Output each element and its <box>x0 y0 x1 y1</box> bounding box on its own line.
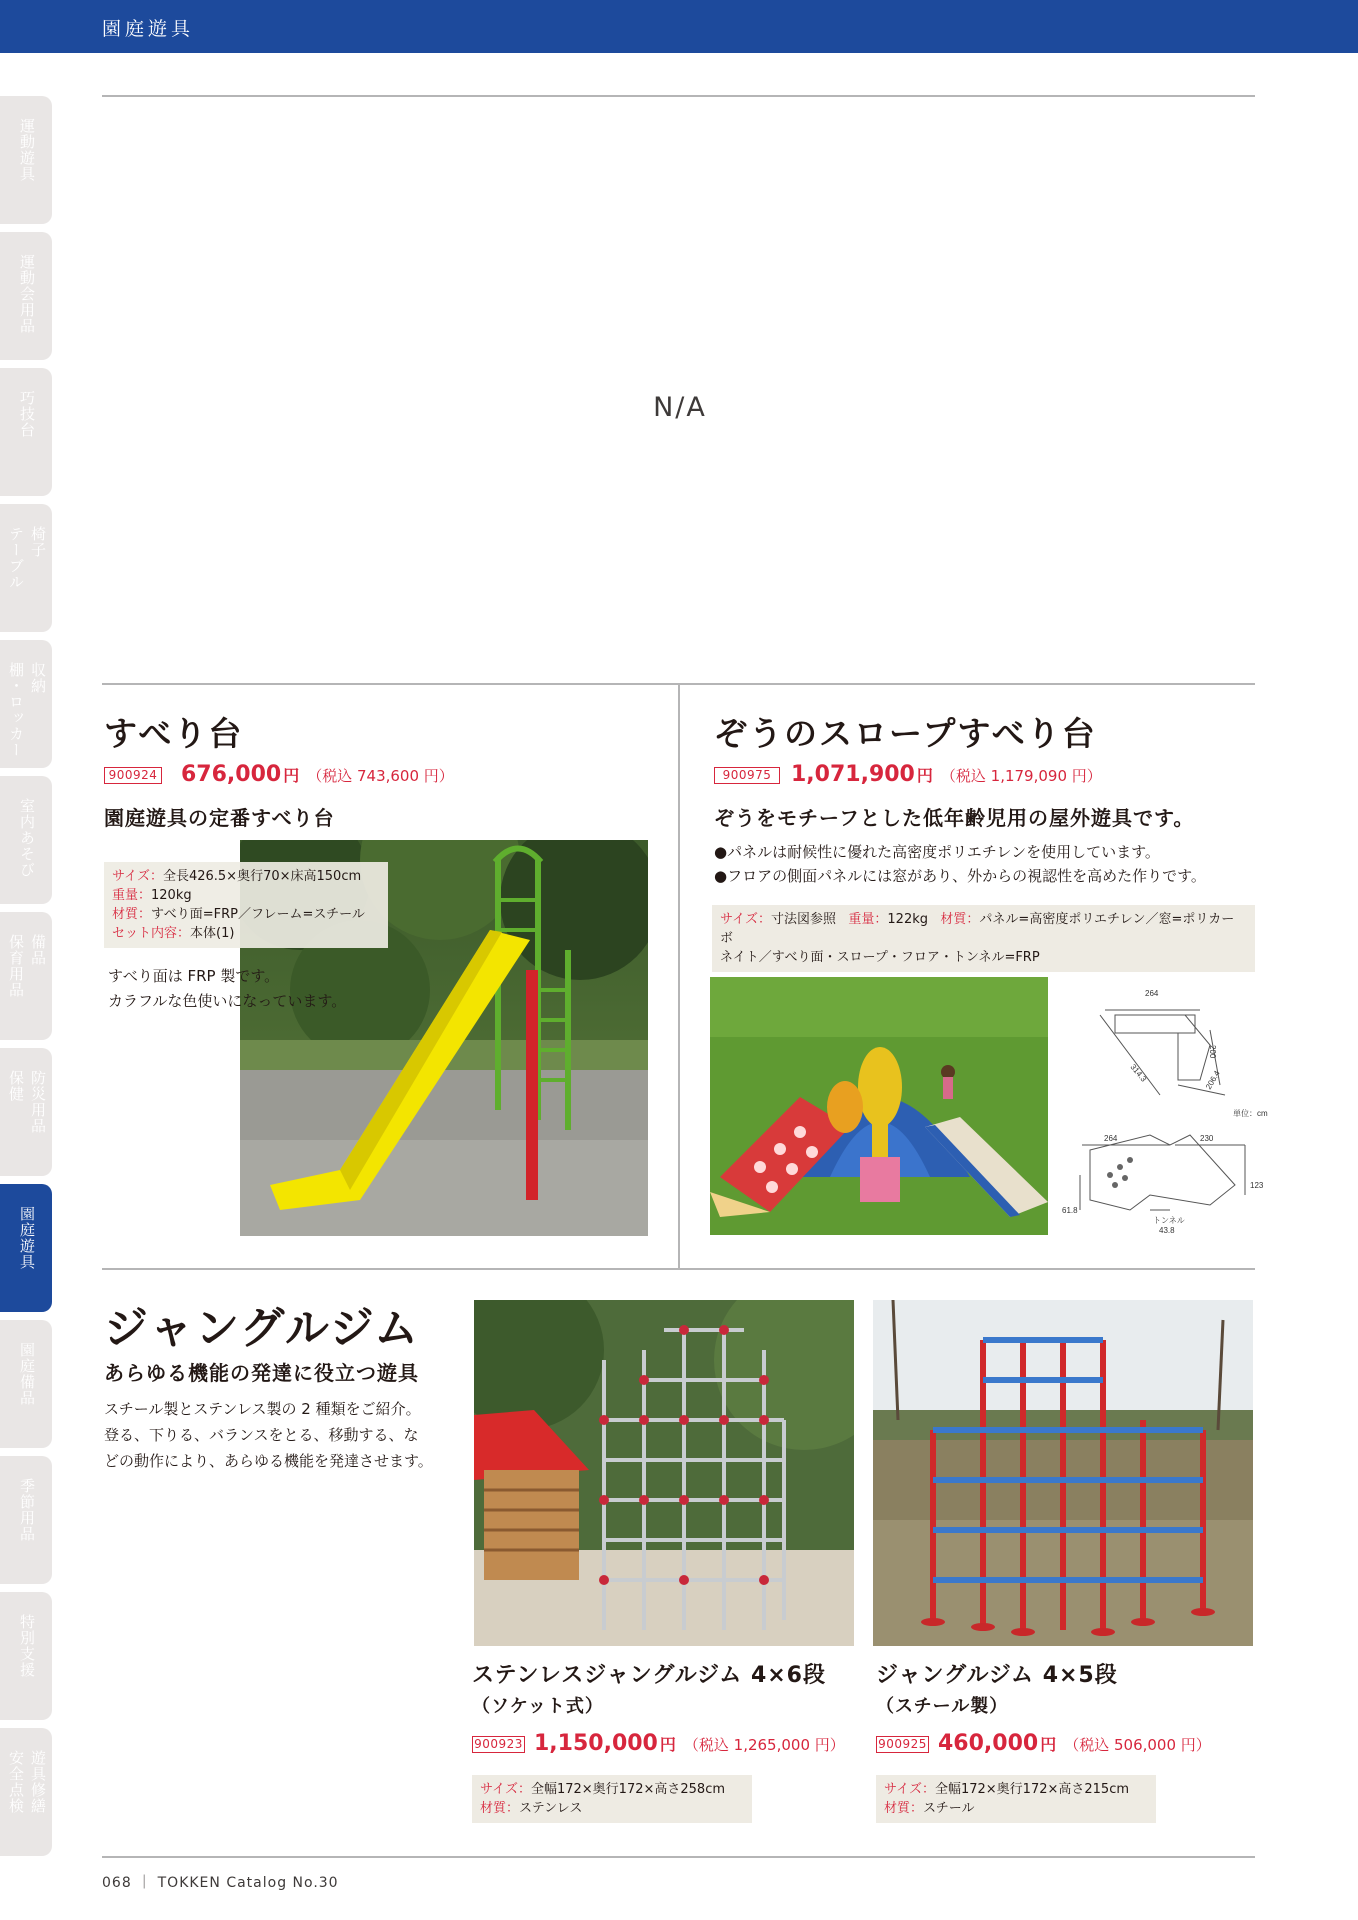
price-value: 460,000 <box>938 1731 1039 1756</box>
spec-value: 120kg <box>151 888 192 903</box>
section-divider <box>102 1268 1255 1270</box>
bullet-line: ●フロアの側面パネルには窓があり、外からの視認性を高めた作りです。 <box>714 867 1206 885</box>
section-subtitle: あらゆる機能の発達に役立つ遊具 <box>104 1361 419 1385</box>
dimension-label: 264 <box>1104 1134 1118 1143</box>
sidebar-tab-label: 収納 <box>29 662 47 694</box>
product-title: ぞうのスロープすべり台 <box>714 714 1097 753</box>
sidebar-tab-label: 季節用品 <box>18 1478 36 1542</box>
description-line: 登る、下りる、バランスをとる、移動する、な <box>104 1426 419 1444</box>
image-placeholder: N/A <box>653 392 707 423</box>
price-value: 1,150,000 <box>534 1731 658 1756</box>
product-bullets <box>714 840 1206 888</box>
sidebar-tab[interactable] <box>0 368 52 496</box>
sidebar-tab[interactable] <box>0 1728 52 1856</box>
dimension-label: 61.8 <box>1062 1206 1078 1215</box>
spec-value: ネイト／すべり面・スロープ・フロア・トンネル=FRP <box>720 950 1040 965</box>
spec-value: ステンレス <box>519 1801 583 1816</box>
product-code: 900975 <box>714 767 780 784</box>
spec-key: 材質： <box>940 912 980 927</box>
sidebar-tab-label: テーブル <box>7 526 25 590</box>
spec-value: スチール <box>923 1801 975 1816</box>
sidebar-tab[interactable] <box>0 1592 52 1720</box>
spec-key: 材質： <box>480 1801 520 1816</box>
sidebar-tab-label: 巧技台 <box>18 390 36 438</box>
sidebar-tab-label: 安全点検 <box>7 1750 25 1814</box>
spec-value: パネル=高密度ポリエチレン／窓=ポリカーボ <box>720 912 1235 946</box>
sidebar-tab-label: 椅子 <box>29 526 47 558</box>
product-type: （スチール製） <box>876 1696 1009 1717</box>
description-line: カラフルな色使いになっています。 <box>108 992 347 1010</box>
product-spec-box <box>472 1775 752 1823</box>
price-tax: （税込 1,265,000 円） <box>683 1736 845 1754</box>
price-yen: 円 <box>1040 1735 1057 1754</box>
product-code: 900923 <box>472 1736 525 1753</box>
top-divider <box>102 95 1255 97</box>
price-yen: 円 <box>659 1735 676 1754</box>
sidebar-tab-label: 園庭備品 <box>18 1342 36 1406</box>
price-yen: 円 <box>916 766 933 785</box>
sidebar-tab[interactable] <box>0 776 52 904</box>
price-tax: （税込 506,000 円） <box>1064 1736 1211 1754</box>
product-price <box>181 762 454 787</box>
spec-value: すべり面=FRP／フレーム=スチール <box>151 907 365 922</box>
price-tax: （税込 1,179,090 円） <box>940 767 1102 785</box>
spec-key: 材質： <box>884 1801 924 1816</box>
spec-value: 全幅172×奥行172×高さ258cm <box>530 1782 726 1797</box>
product-title: ジャングルジム 4×5段 <box>876 1663 1118 1688</box>
price-value: 676,000 <box>181 762 282 787</box>
column-divider <box>678 683 680 1269</box>
description-line: どの動作により、あらゆる機能を発達させます。 <box>104 1452 433 1470</box>
sidebar-tab-label: 室内あそび <box>18 798 36 878</box>
dimension-diagram <box>1060 985 1280 1240</box>
spec-key: 材質： <box>112 907 152 922</box>
sidebar-tab[interactable] <box>0 504 52 632</box>
sidebar-tab-label: 特別支援 <box>18 1614 36 1678</box>
sidebar-tab-label: 棚・ロッカー <box>7 662 25 758</box>
header-bar <box>0 0 1358 53</box>
bullet-line: ●パネルは耐候性に優れた高密度ポリエチレンを使用しています。 <box>714 843 1160 861</box>
dimension-label: 200 <box>1208 1045 1217 1059</box>
sidebar-tab-label: 保育用品 <box>7 934 25 998</box>
product-price <box>534 1731 845 1756</box>
slide-description <box>108 964 346 1014</box>
spec-key: サイズ： <box>112 869 163 884</box>
stainless-jungle-gym-photo <box>474 1300 854 1646</box>
product-title: すべり台 <box>104 714 244 753</box>
price-value: 1,071,900 <box>791 762 915 787</box>
product-title: ステンレスジャングルジム 4×6段 <box>472 1663 826 1688</box>
product-subtitle: 園庭遊具の定番すべり台 <box>104 806 335 830</box>
sidebar-tab[interactable] <box>0 232 52 360</box>
slide-spec-box <box>104 862 388 948</box>
sidebar-tab[interactable] <box>0 1456 52 1584</box>
section-title: 園庭遊具 <box>102 18 195 40</box>
spec-value: 全幅172×奥行172×高さ215cm <box>934 1782 1130 1797</box>
product-type: （ソケット式） <box>472 1696 604 1717</box>
sidebar-tab[interactable] <box>0 912 52 1040</box>
spec-value: 全長426.5×奥行70×床高150cm <box>162 869 362 884</box>
dimension-label: 206.4 <box>1203 1069 1222 1091</box>
sidebar-tab[interactable] <box>0 1048 52 1176</box>
product-price <box>791 762 1102 787</box>
description-line: スチール製とステンレス製の 2 種類をご紹介。 <box>104 1400 421 1418</box>
dimension-label: 264 <box>1145 989 1159 998</box>
spec-key: 重量： <box>848 912 888 927</box>
spec-key: 重量： <box>112 888 152 903</box>
section-heading: ジャングルジム <box>104 1303 421 1354</box>
spec-key: サイズ： <box>480 1782 531 1797</box>
product-subtitle: ぞうをモチーフとした低年齢児用の屋外遊具です。 <box>714 806 1195 830</box>
dimension-label: 314.3 <box>1128 1062 1149 1084</box>
sidebar-tab-label: 運動遊具 <box>18 118 36 182</box>
description-line: すべり面は FRP 製です。 <box>108 967 280 985</box>
spec-key: セット内容： <box>112 926 191 941</box>
product-code: 900924 <box>104 767 162 784</box>
sidebar-tab-label: 遊具修繕 <box>29 1750 47 1814</box>
sidebar-tab[interactable] <box>0 96 52 224</box>
dimension-label: 230 <box>1200 1134 1214 1143</box>
sidebar-tab-label: 園庭遊具 <box>18 1206 36 1270</box>
dimension-label: 43.8 <box>1159 1226 1175 1235</box>
page-footer: 068 ｜ TOKKEN Catalog No.30 <box>102 1875 339 1891</box>
spec-value: 122kg <box>887 912 928 927</box>
sidebar-tab-label: 防災用品 <box>29 1070 47 1134</box>
product-price <box>938 1731 1211 1756</box>
product-code: 900925 <box>876 1736 929 1753</box>
footer-divider <box>102 1856 1255 1858</box>
spec-value: 寸法図参照 <box>770 912 836 927</box>
elephant-spec-box <box>712 905 1255 972</box>
sidebar-tab[interactable] <box>0 1320 52 1448</box>
sidebar-tab-label: 備品 <box>29 934 47 966</box>
dimension-label: トンネル <box>1153 1216 1185 1225</box>
sidebar-tab[interactable] <box>0 640 52 768</box>
product-spec-box <box>876 1775 1156 1823</box>
price-yen: 円 <box>283 766 300 785</box>
sidebar-tab[interactable] <box>0 1184 52 1312</box>
elephant-slide-photo <box>710 977 1048 1235</box>
price-tax: （税込 743,600 円） <box>307 767 454 785</box>
sidebar-tab-label: 運動会用品 <box>18 254 36 334</box>
dimension-label: 123 <box>1250 1181 1264 1190</box>
unit-label: 単位：cm <box>1233 1109 1268 1118</box>
spec-key: サイズ： <box>884 1782 935 1797</box>
spec-key: サイズ： <box>720 912 771 927</box>
section-description <box>104 1396 433 1474</box>
spec-value: 本体(1) <box>190 926 235 941</box>
steel-jungle-gym-photo <box>873 1300 1253 1646</box>
sidebar-tab-label: 保健 <box>7 1070 25 1102</box>
